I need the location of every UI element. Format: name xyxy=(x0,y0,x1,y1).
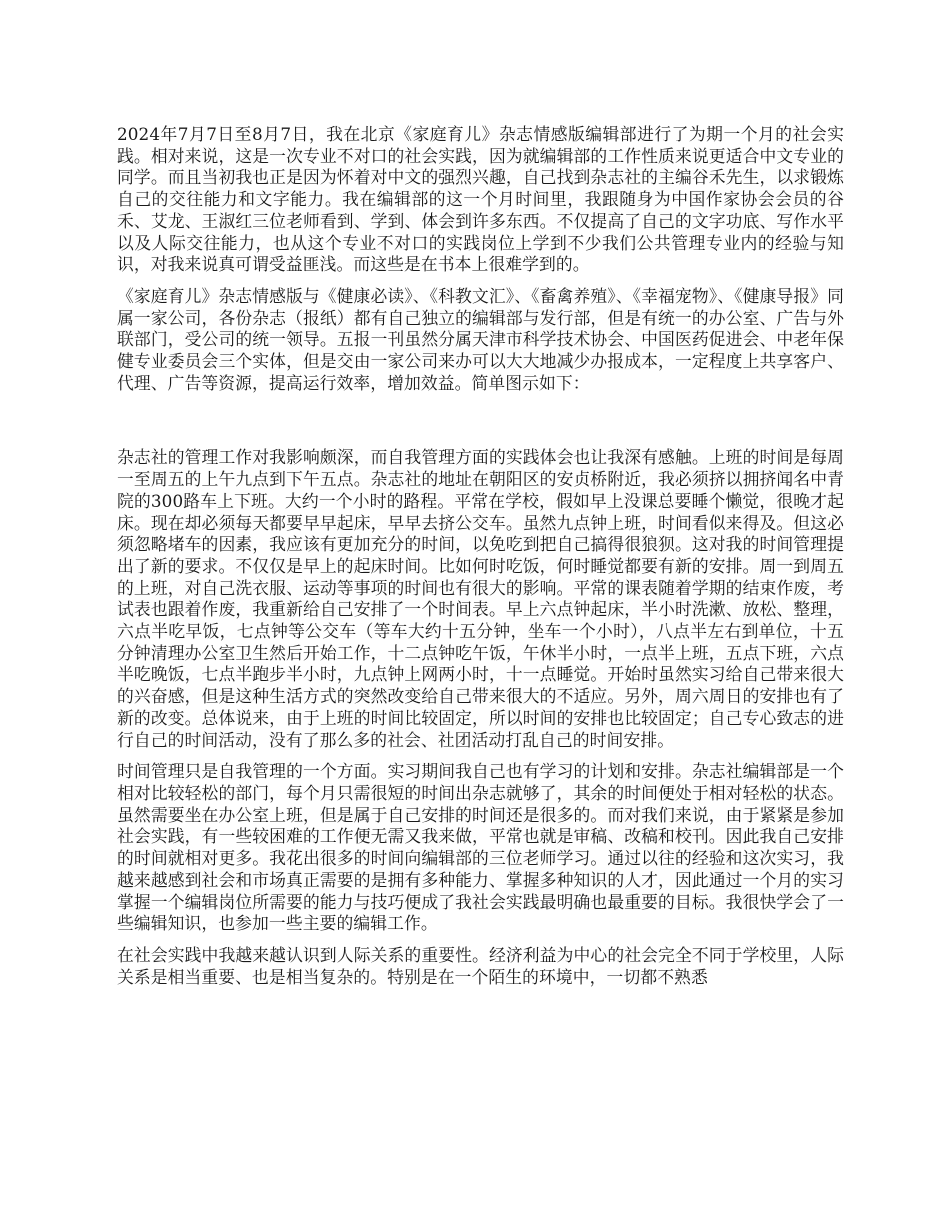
paragraph-internship-intro: 2024年7月7日至8月7日，我在北京《家庭育儿》杂志情感版编辑部进行了为期一个月的社会实践。相对来说，这是一次专业不对口的社会实践，因为就编辑部的工作性质来说更适合中文专业的同学。而且当初我也正是因为怀着对中文的强烈兴趣，自己找到杂志社的主编谷禾先生，以求锻炼自己的交往能力和文字能力。我在编辑部的这一个月时间里，我跟随身为中国作家协会会员的谷禾、艾龙、王淑红三位老师看到、学到、体会到许多东西。不仅提高了自己的文字功底、写作水平以及人际交往能力，也从这个专业不对口的实践岗位上学到不少我们公共管理专业内的经验与知识，对我来说真可谓受益匪浅。而这些是在书本上很难学到的。 xyxy=(117,124,844,275)
document-page xyxy=(117,124,844,998)
diagram-placeholder xyxy=(117,404,844,447)
paragraph-company-structure: 《家庭育儿》杂志情感版与《健康必读》、《科教文汇》、《畜禽养殖》、《幸福宠物》、《健康导报》同属一家公司，各份杂志（报纸）都有自己独立的编辑部与发行部，但是有统一的办公室、广告与外联部门，受公司的统一领导。五报一刊虽然分属天津市科学技术协会、中国医药促进会、中老年保健专业委员会三个实体，但是交由一家公司来办可以大大地减少办报成本，一定程度上共享客户、代理、广告等资源，提高运行效率，增加效益。简单图示如下： xyxy=(117,285,844,393)
paragraph-relationships: 在社会实践中我越来越认识到人际关系的重要性。经济利益为中心的社会完全不同于学校里，人际关系是相当重要、也是相当复杂的。特别是在一个陌生的环境中，一切都不熟悉 xyxy=(117,944,844,987)
paragraph-time-management: 时间管理只是自我管理的一个方面。实习期间我自己也有学习的计划和安排。杂志社编辑部是一个相对比较轻松的部门，每个月只需很短的时间出杂志就够了，其余的时间便处于相对轻松的状态。虽然需要坐在办公室上班，但是属于自己安排的时间还是很多的。而对我们来说，由于紧紧是参加社会实践，有一些较困难的工作便无需又我来做，平常也就是审稿、改稿和校刊。因此我自己安排的时间就相对更多。我花出很多的时间向编辑部的三位老师学习。通过以往的经验和这次实习，我越来越感到社会和市场真正需要的是拥有多种能力、掌握多种知识的人才，因此通过一个月的实习掌握一个编辑岗位所需要的能力与技巧便成了我社会实践最明确也最重要的目标。我很快学会了一些编辑知识，也参加一些主要的编辑工作。 xyxy=(117,761,844,934)
paragraph-self-management: 杂志社的管理工作对我影响颇深，而自我管理方面的实践体会也让我深有感触。上班的时间是每周一至周五的上午九点到下午五点。杂志社的地址在朝阳区的安贞桥附近，我必须挤以拥挤闻名中青院的300路车上下班。大约一个小时的路程。平常在学校，假如早上没课总要睡个懒觉，很晚才起床。现在却必须每天都要早早起床，早早去挤公交车。虽然九点钟上班，时间看似来得及。但这必须忽略堵车的因素，我应该有更加充分的时间，以免吃到把自己搞得很狼狈。这对我的时间管理提出了新的要求。不仅仅是早上的起床时间。比如何时吃饭，何时睡觉都要有新的安排。周一到周五的上班，对自己洗衣服、运动等事项的时间也有很大的影响。平常的课表随着学期的结束作废，考试表也跟着作废，我重新给自己安排了一个时间表。早上六点钟起床，半小时洗漱、放松、整理，六点半吃早饭，七点钟等公交车（等车大约十五分钟，坐车一个小时），八点半左右到单位，十五分钟清理办公室卫生然后开始工作，十二点钟吃午饭，午休半小时，一点半上班，五点下班，六点半吃晚饭，七点半跑步半小时，九点钟上网两小时，十一点睡觉。开始时虽然实习给自己带来很大的兴奋感，但是这种生活方式的突然改变给自己带来很大的不适应。另外，周六周日的安排也有了新的改变。总体说来，由于上班的时间比较固定，所以时间的安排也比较固定；自己专心致志的进行自己的时间活动，没有了那么多的社会、社团活动打乱自己的时间安排。 xyxy=(117,447,844,750)
